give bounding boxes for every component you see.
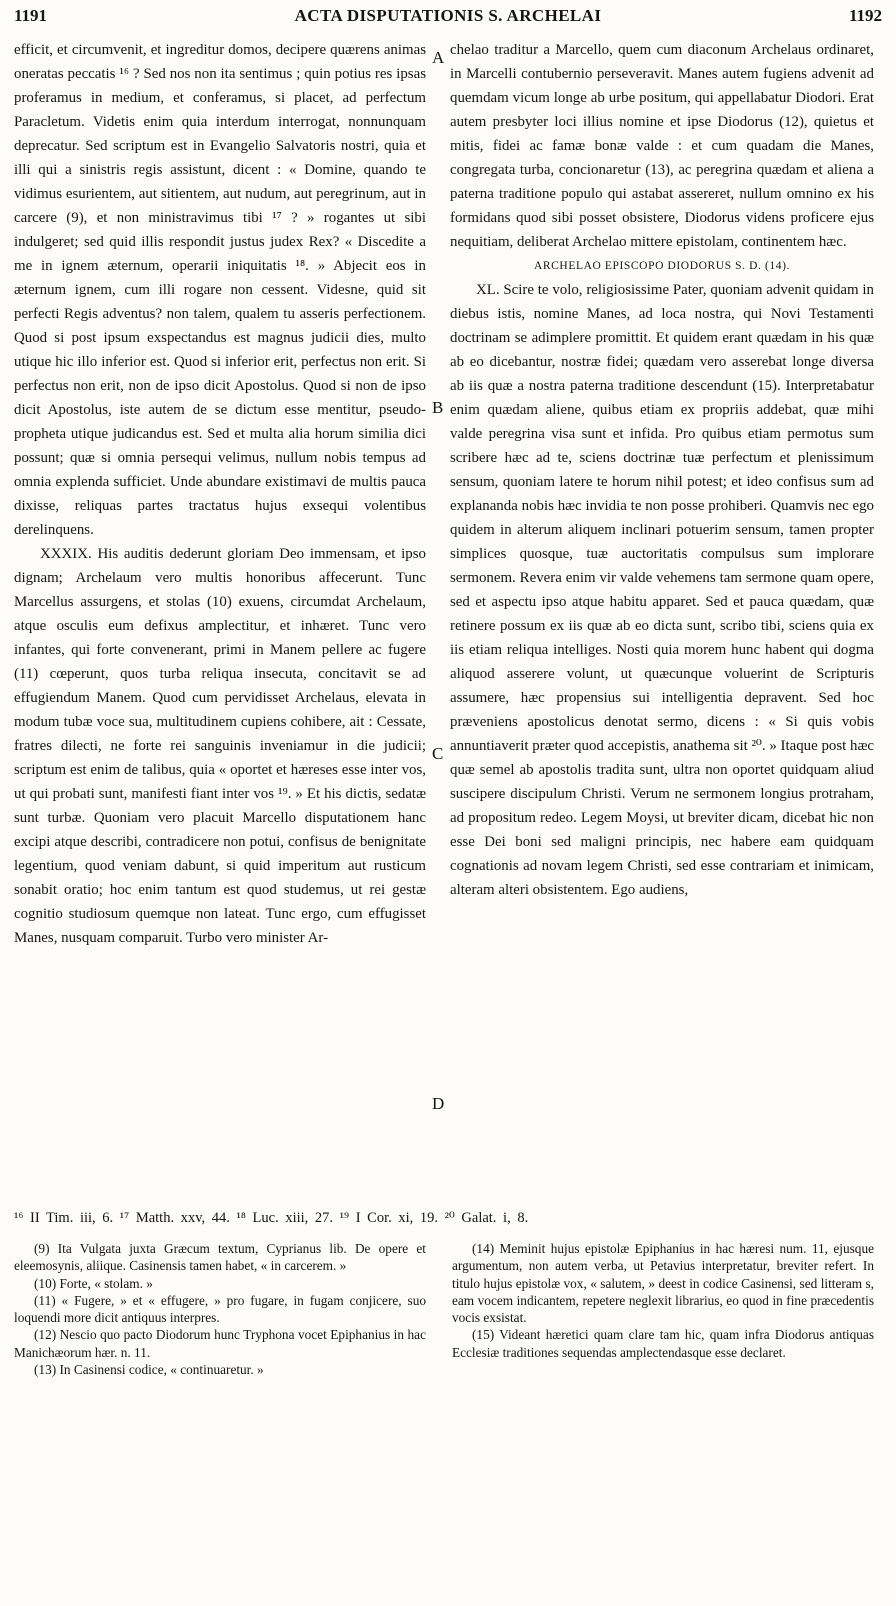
footnotes-left	[14, 1240, 426, 1570]
footnote: (11) « Fugere, » et « effugere, » pro fugare, in fugam conjicere, suo loquendi more dicit antiquus interpres.	[14, 1292, 426, 1326]
letter-heading: ARCHELAO EPISCOPO DIODORUS S. D. (14).	[533, 260, 790, 272]
footnote: (15) Videant hæretici quam clare tam hic, quam infra Diodorus antiquas Ecclesiæ traditiones sequendas amplectendasque esse declaret.	[452, 1327, 874, 1360]
right-column	[450, 38, 874, 1203]
footnote: (14) Meminit hujus epistolæ Epiphanius in hac hæresi num. 11, ejusque argumentum, non autem verba, ut Petavius interpretatur, breviter refert. In titulo hujus epistolæ vox, « salutem, » deest in codice Casinensi, sed litteram s, eam vocem indicantem, repetere neglexit librarius, eo quod in fine præcedentis vocis exsistat.	[452, 1241, 874, 1326]
scripture-references: ¹⁶ II Tim. iii, 6. ¹⁷ Matth. xxv, 44. ¹⁸ Luc. xiii, 27. ¹⁹ I Cor. xi, 19. ²⁰ Galat. i, 8.	[14, 1210, 529, 1226]
margin-letter-a: A	[432, 48, 445, 67]
paragraph: efficit, et circumvenit, et ingreditur domos, decipere quærens animas oneratas peccatis ¹⁶ ? Sed nos non ita sentimus ; quin potius res ipsas proferamus in medium, et conferamus, si placet, ad perfectum Paracletum. Videtis enim quia interdum interrogat, nonnunquam deprecatur. Sed scriptum est in Evangelio Salvatoris nostri, quia et illi qui a sinistris regis assistunt, dicent : « Domine, quando te vidimus esurientem, aut sitientem, aut nudum, aut peregrinum, aut in carcere (9), et non ministravimus tibi ¹⁷ ? » rogantes ut sibi indulgeret; sed quid illis respondit justus judex Rex? « Discedite a me in ignem æternum, operarii iniquitatis ¹⁸. » Abjecit eos in æternum ignem, cum illi rogare non cessent. Videsne, quid sit perfecti Regis adventus? non talem, qualem tu asseris perfectionem. Quod si post ipsum exspectandus est magnus judicii dies, multo utique hic illo inferior est. Quod si inferior erit, perfectus non erit. Si perfectus non erit, non de ipso dicit Apostolus. Quod si non de ipso dicit Apostolus, iste autem de se dictum esse mentitur, pseudo-propheta utique judicandus est. Sed et multa alia horum similia dici possunt; quæ si omnia persequi velimus, nullum nobis tempus ad omnia explenda sufficiet. Unde abundare existimavi de multis pauca dixisse, reliquas partes tractatus hujus exsequi volentibus derelinquens.	[14, 42, 426, 538]
left-column	[14, 38, 426, 1203]
running-header	[14, 6, 882, 32]
footnotes-right	[452, 1240, 874, 1570]
running-title: ACTA DISPUTATIONIS S. ARCHELAI	[294, 6, 602, 25]
footnote: (10) Forte, « stolam. »	[34, 1275, 153, 1291]
footnote: (9) Ita Vulgata juxta Græcum textum, Cyprianus lib. De opere et eleemosynis, aliique. Casinensis tamen habet, « in carcerem. »	[14, 1241, 426, 1274]
page-number-left: 1191	[14, 6, 48, 25]
footnote: (13) In Casinensi codice, « continuaretur. »	[34, 1362, 264, 1378]
paragraph-xxxix: XXXIX. His auditis dederunt gloriam Deo immensam, et ipso dignam; Archelaum vero multis honoribus affecerunt. Tunc Marcellus assurgens, et stolas (10) exuens, circumdat Archelaum, atque osculis eum defixus amplectitur, et inhæret. Tunc vero infantes, qui forte convenerant, primi in Manem pellere ac fugere (11) cœperunt, quos turba reliqua insecuta, concitavit se ad effugiendum Manem. Quod cum pervidisset Archelaus, elevata in modum tubæ voce sua, multitudinem cupiens cohibere, ait : Cessate, fratres dilecti, ne forte rei sanguinis inveniamur in die judicii; scriptum est enim de talibus, quia « oportet et hæreses esse inter vos, ut qui probati sunt, manifesti fiant inter vos ¹⁹. » Et his dictis, sedatæ sunt turbæ. Quoniam vero placuit Marcello disputationem hanc excipi atque describi, contradicere non potui, confisus de benignitate legentium, quod veniam dabunt, si quid imperitum aut rusticum sonabit oratio; hoc enim tantum est quod studemus, ut rei gestæ cognitio studiosum quemque non lateat. Tunc ergo, cum effugisset Manes, nusquam comparuit. Turbo vero minister Ar-	[14, 546, 426, 946]
margin-letter-d: D	[432, 1094, 445, 1113]
paragraph-xl: XL. Scire te volo, religiosissime Pater, quoniam advenit quidam in diebus istis, nomine Manes, ad loca nostra, qui Novi Testamenti doctrinam se adimplere promittit. Et quidem erant quædam in his quæ ab eo dicebantur, nostræ fidei; quædam vero asserebat longe diversa ab iis quæ a nostra paterna traditione descendunt (15). Interpretabatur enim quædam aliene, quibus etiam ex propriis addebat, quæ mihi valde peregrina visa sunt et infida. Pro quibus etiam permotus sum scribere hæc ad te, sciens doctrinæ tuæ perfectum et plenissimum sensum, quoniam latere te horum nihil potest; et ideo confisus sum ad explananda nobis hæc invidia te non posse prohiberi. Quamvis nec ego quidem in alterum aliquem inclinari potuerim sensum, tamen propter simplices quosque, tuæ auctoritatis compulsus sum implorare sermonem. Revera enim vir valde vehemens tam sermone quam opere, sed et aspectu ipso atque habitu apparet. Sed et pauca quædam, quæ retinere possum ex iis quæ ab eo dicta sunt, scribo tibi, sciens quia ex iis etiam reliqua intelliges. Nosti quia morem hunc habent qui dogma aliquod asserere volunt, ut quæcunque voluerint de Scripturis assumere, hæc propensius sui intelligentia depravent. Sed hoc præveniens apostolicus denotat sermo, dicens : « Si quis vobis annuntiaverit præter quod accepistis, anathema sit ²⁰. » Itaque post hæc quæ semel ab apostolis tradita sunt, ultra non oportet quidquam aliud suscipere discipulum Christi. Verum ne sermonem longius protraham, ad propositum redeo. Legem Moysi, ut breviter dicam, dicebat hic non esse Dei boni sed maligni principis, nec habere eam quidquam cognationis ad novam legem Christi, sed esse contrariam et inimicam, alteram alteri obsistentem. Ego audiens,	[450, 282, 874, 898]
paragraph: chelao traditur a Marcello, quem cum diaconum Archelaus ordinaret, in Marcelli contubernio perseveravit. Manes autem fugiens advenit ad quemdam vicum longe ab urbe positum, qui appellabatur Diodori. Erat autem presbyter loci illius nomine et ipse Diodorus (12), quietus et mitis, fidei ac famæ bonæ valde : et cum quadam die Manes, congregata turba, concionaretur (13), ac peregrina quædam et aliena a paterna traditione populo qui astabat assereret, nullum omnino ex his formidans quod sibi posset obsistere, Diodorus videns proficere ejus nequitiam, deliberat Archelao mittere epistolam, continentem hæc.	[450, 42, 874, 250]
margin-letter-b: B	[432, 398, 444, 417]
page-number-right: 1192	[848, 6, 882, 25]
footnote: (12) Nescio quo pacto Diodorum hunc Tryphona vocet Epiphanius in hac Manichæorum hær. n. 11.	[14, 1327, 426, 1360]
margin-letter-c: C	[432, 744, 444, 763]
